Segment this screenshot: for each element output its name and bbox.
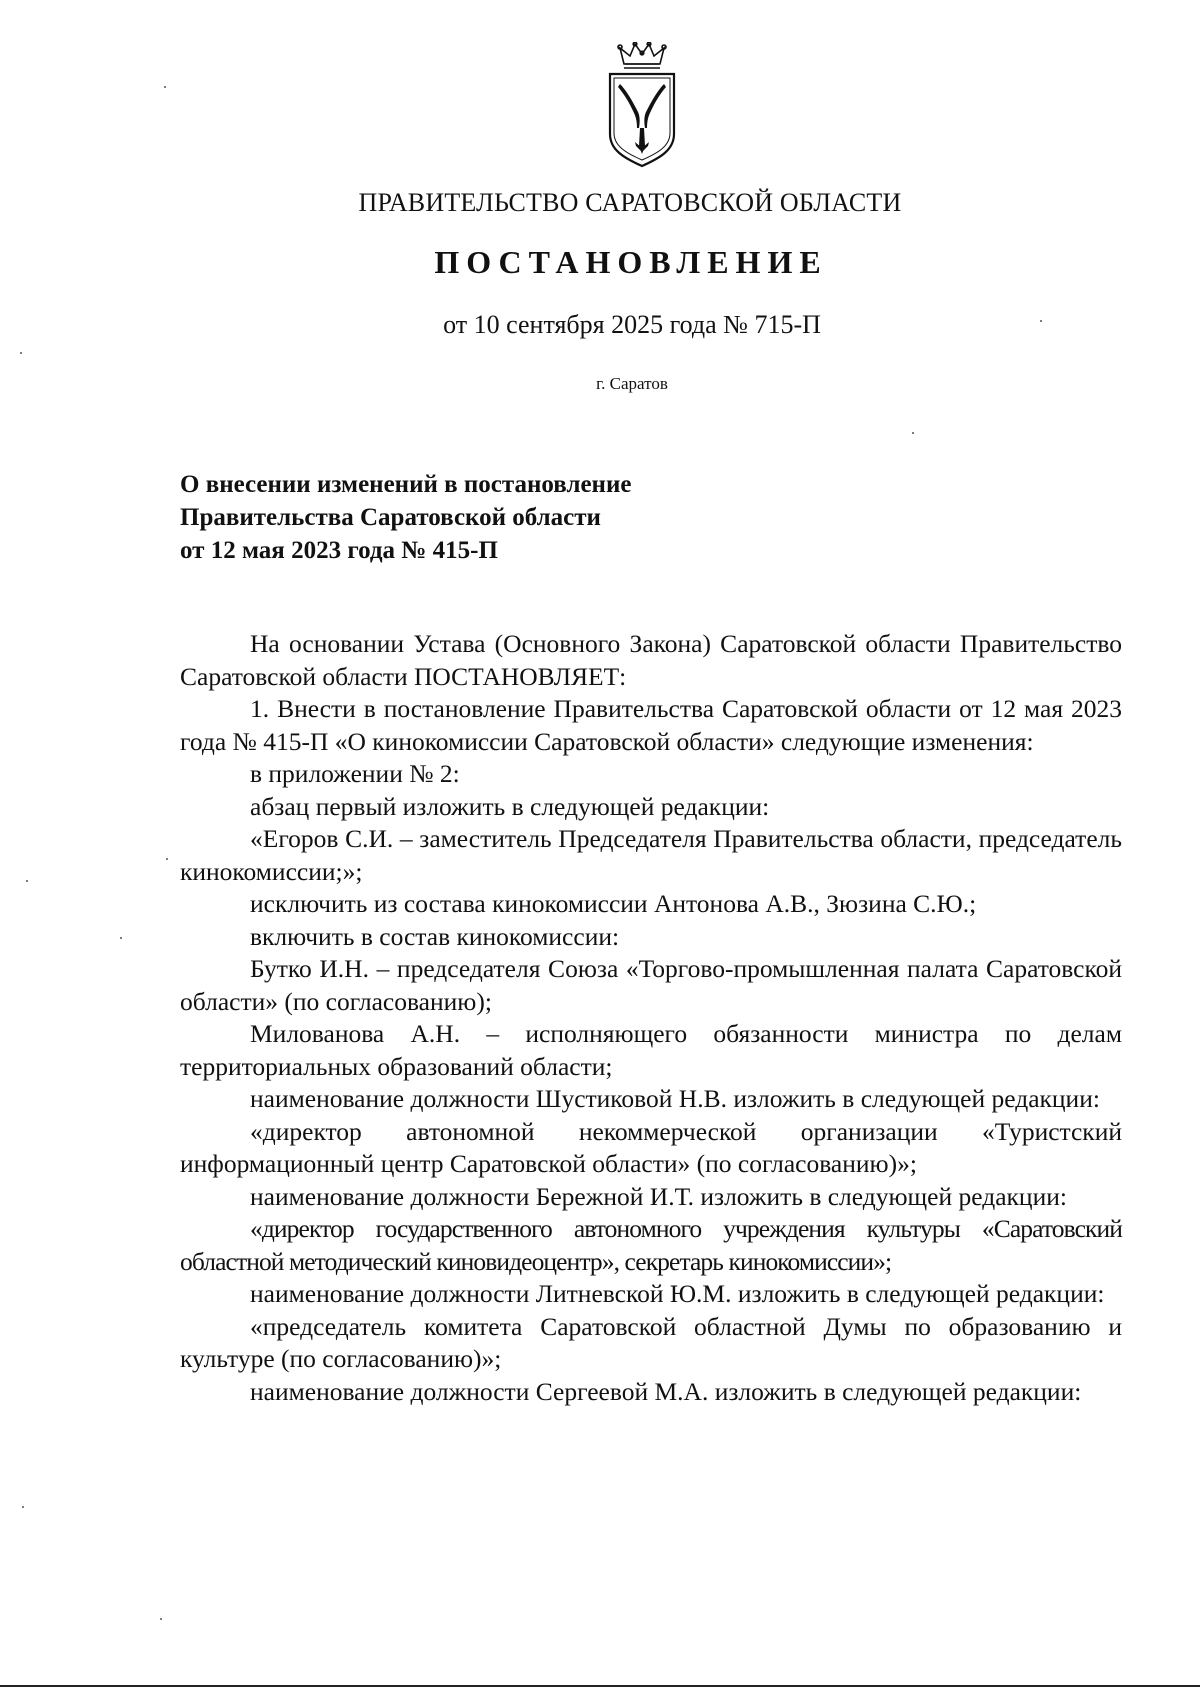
body-paragraph: Милованова А.Н. – исполняющего обязанности министра по делам территориальных образований области; bbox=[180, 1019, 1122, 1081]
document-date-number: от 10 сентября 2025 года № 715-П bbox=[443, 310, 821, 339]
body-paragraph: абзац первый изложить в следующей редакции: bbox=[250, 791, 770, 821]
body-paragraph: 1. Внести в постановление Правительства Саратовской области от 12 мая 2023 года № 415-П «О кинокомиссии Саратовской области» следующие изменения: bbox=[180, 694, 1122, 756]
body-paragraph: в приложении № 2: bbox=[250, 759, 460, 788]
body-paragraph: На основании Устава (Основного Закона) Саратовской области Правительство Саратовской области ПОСТАНОВЛЯЕТ: bbox=[180, 629, 1122, 691]
coat-of-arms-icon bbox=[604, 42, 680, 170]
scan-speck bbox=[26, 880, 28, 882]
body-paragraph: включить в состав кинокомиссии: bbox=[250, 921, 620, 951]
subject-line: от 12 мая 2023 года № 415-П bbox=[180, 537, 498, 564]
body-paragraph: «Егоров С.И. – заместитель Председателя Правительства области, председатель кинокомиссии;»; bbox=[180, 824, 1122, 886]
body-paragraph: «председатель комитета Саратовской областной Думы по образованию и культуре (по согласованию)»; bbox=[180, 1311, 1122, 1373]
scan-speck bbox=[22, 1506, 24, 1508]
document-city: г. Саратов bbox=[596, 374, 668, 393]
scan-edge bbox=[0, 1685, 1200, 1687]
body-paragraph: исключить из состава кинокомиссии Антонова А.В., Зюзина С.Ю.; bbox=[250, 889, 977, 918]
subject-line: О внесении изменений в постановление bbox=[180, 471, 632, 498]
body-paragraph: Бутко И.Н. – председателя Союза «Торгово-промышленная палата Саратовской области» (по согласованию); bbox=[180, 954, 1122, 1016]
scan-speck bbox=[20, 352, 22, 354]
scan-speck bbox=[912, 432, 914, 434]
body-paragraph: «директор государственного автономного учреждения культуры «Саратовский областной методический киновидеоцентр», секретарь кинокомиссии»; bbox=[180, 1214, 1122, 1276]
scan-speck bbox=[166, 858, 168, 860]
document-body bbox=[180, 628, 1122, 1408]
document-type: ПОСТАНОВЛЕНИЕ bbox=[434, 244, 828, 280]
government-name: ПРАВИТЕЛЬСТВО САРАТОВСКОЙ ОБЛАСТИ bbox=[358, 188, 902, 217]
body-paragraph: наименование должности Шустиковой Н.В. изложить в следующей редакции: bbox=[250, 1084, 1100, 1113]
body-paragraph: наименование должности Сергеевой М.А. изложить в следующей редакции: bbox=[250, 1376, 1082, 1406]
body-paragraph: наименование должности Бережной И.Т. изложить в следующей редакции: bbox=[250, 1181, 1067, 1211]
subject-line: Правительства Саратовской области bbox=[180, 504, 601, 531]
body-paragraph: наименование должности Литневской Ю.М. изложить в следующей редакции: bbox=[250, 1279, 1105, 1308]
scan-speck bbox=[160, 1618, 162, 1620]
document-subject bbox=[180, 468, 800, 567]
scan-speck bbox=[120, 937, 122, 939]
scan-speck bbox=[1040, 320, 1042, 322]
body-paragraph: «директор автономной некоммерческой организации «Туристский информационный центр Саратовской области» (по согласованию)»; bbox=[180, 1116, 1122, 1178]
scan-speck bbox=[164, 86, 166, 88]
